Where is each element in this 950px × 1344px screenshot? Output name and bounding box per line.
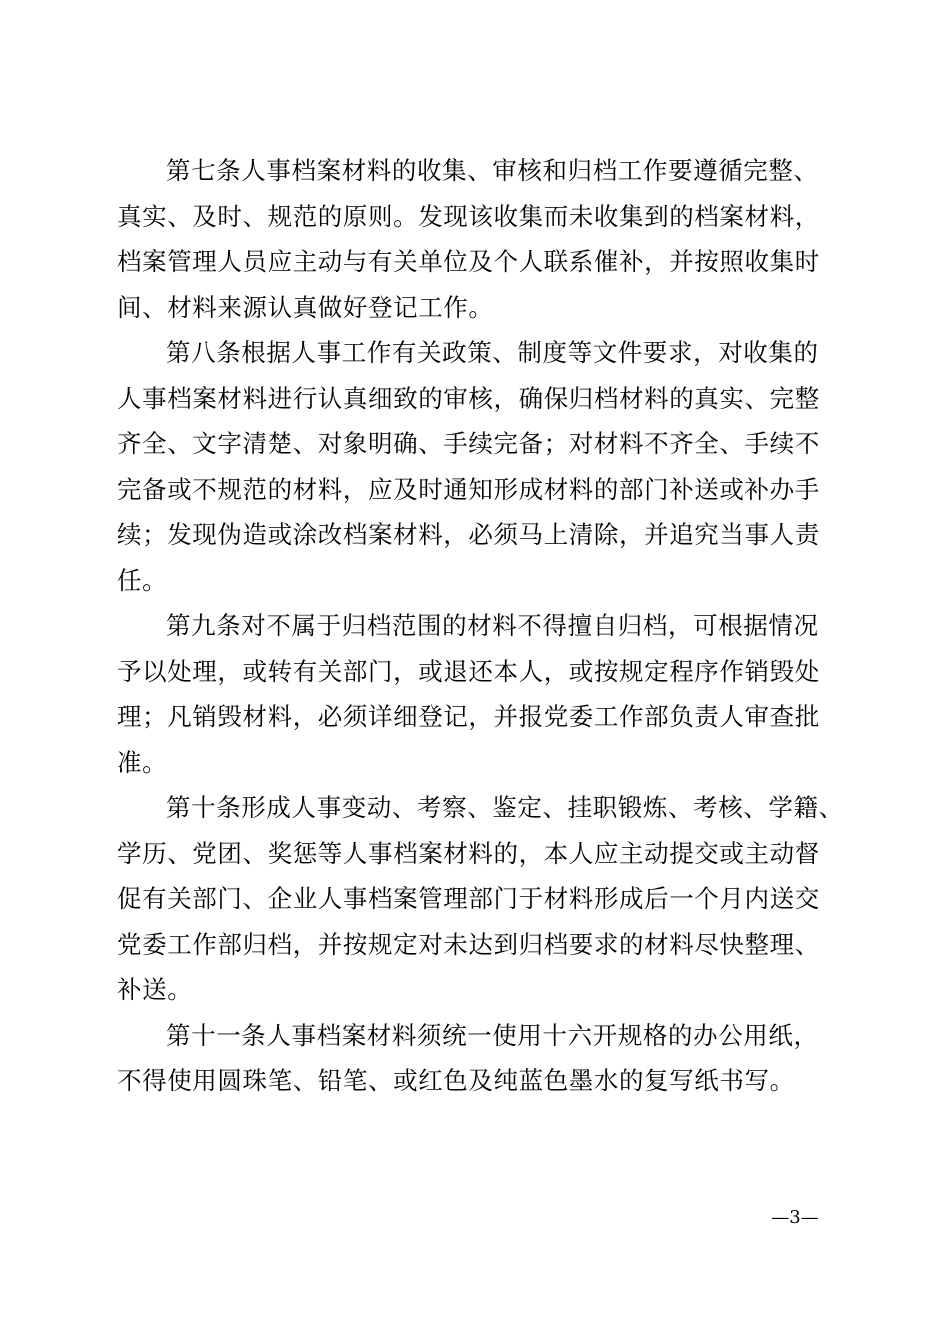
text-line: 补送。 (117, 975, 193, 1004)
text-line: 人事档案材料进行认真细致的审核，确保归档材料的真实、完整 (117, 383, 820, 413)
text-line: 第十一条人事档案材料须统一使用十六开规格的办公用纸， (166, 1020, 819, 1050)
text-line: 完备或不规范的材料，应及时通知形成材料的部门补送或补办手 (117, 474, 820, 504)
text-line: 准。 (117, 747, 168, 777)
text-line: 促有关部门、企业人事档案管理部门于材料形成后一个月内送交 (117, 884, 820, 913)
text-line: 不得使用圆珠笔、铅笔、或红色及纯蓝色墨水的复写纸书写。 (117, 1066, 795, 1095)
text-line: 齐全、文字清楚、对象明确、手续完备；对材料不齐全、手续不 (117, 429, 820, 458)
text-line: 档案管理人员应主动与有关单位及个人联系催补，并按照收集时 (117, 247, 820, 276)
document-body (117, 148, 844, 1104)
page-number: —3— (771, 1207, 819, 1228)
text-line: 真实、及时、规范的原则。发现该收集而未收集到的档案材料， (117, 201, 820, 231)
text-line: 第十条形成人事变动、考察、鉴定、挂职锻炼、考核、学籍、 (166, 793, 844, 822)
text-line: 学历、党团、奖惩等人事档案材料的，本人应主动提交或主动督 (117, 838, 820, 868)
text-line: 间、材料来源认真做好登记工作。 (117, 292, 494, 322)
text-line: 理；凡销毁材料，必须详细登记，并报党委工作部负责人审查批 (117, 702, 820, 731)
text-line: 第七条人事档案材料的收集、审核和归档工作要遵循完整、 (166, 156, 819, 185)
text-line: 第八条根据人事工作有关政策、制度等文件要求，对收集的 (166, 338, 819, 367)
text-line: 第九条对不属于归档范围的材料不得擅自归档，可根据情况 (166, 611, 819, 640)
text-line: 续；发现伪造或涂改档案材料，必须马上清除，并追究当事人责 (117, 520, 820, 549)
text-line: 任。 (117, 565, 168, 595)
text-line: 党委工作部归档，并按规定对未达到归档要求的材料尽快整理、 (117, 929, 820, 959)
text-line: 予以处理，或转有关部门，或退还本人，或按规定程序作销毁处 (117, 656, 820, 686)
